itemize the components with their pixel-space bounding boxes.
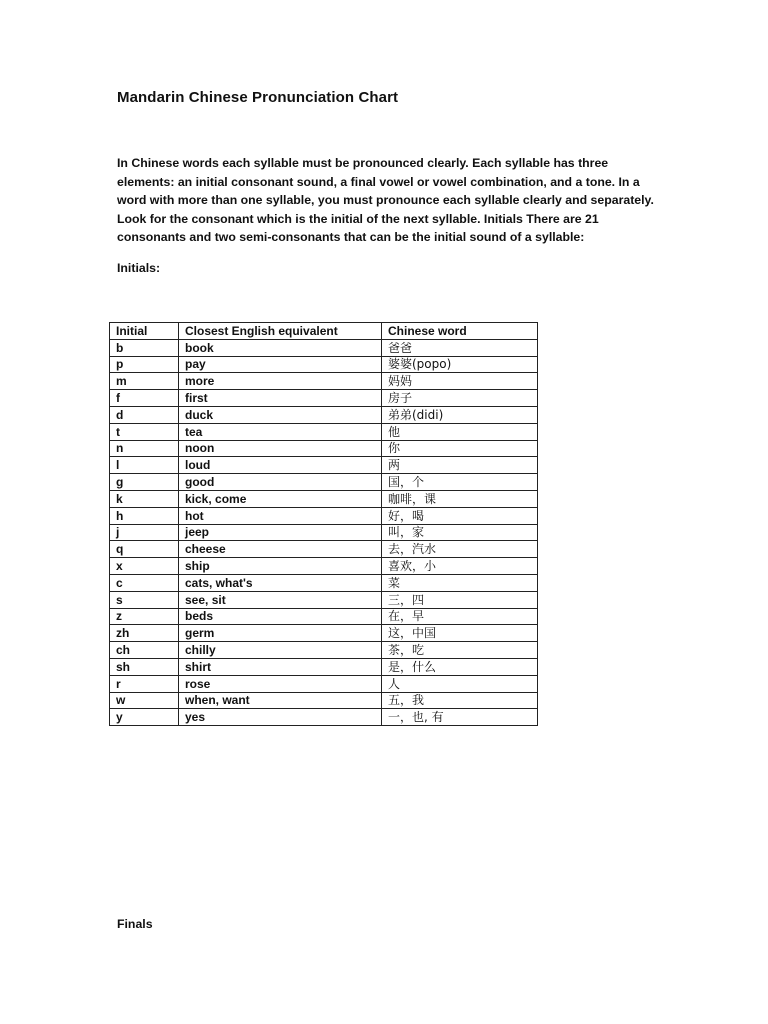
table-row — [110, 440, 538, 457]
finals-heading: Finals — [117, 917, 153, 931]
cell-initial: g — [110, 474, 179, 491]
cell-initial: z — [110, 608, 179, 625]
cell-chinese-word: 你 — [382, 440, 538, 457]
initials-table — [109, 322, 538, 726]
cell-initial: j — [110, 524, 179, 541]
cell-initial: q — [110, 541, 179, 558]
cell-english-equivalent: loud — [179, 457, 382, 474]
cell-initial: b — [110, 339, 179, 356]
cell-chinese-word: 是，什么 — [382, 658, 538, 675]
cell-chinese-word: 菜 — [382, 574, 538, 591]
table-row — [110, 490, 538, 507]
cell-chinese-word: 爸爸 — [382, 339, 538, 356]
cell-initial: d — [110, 406, 179, 423]
cell-english-equivalent: kick, come — [179, 490, 382, 507]
cell-chinese-word: 房子 — [382, 390, 538, 407]
cell-english-equivalent: yes — [179, 709, 382, 726]
cell-initial: n — [110, 440, 179, 457]
intro-paragraph: In Chinese words each syllable must be pronounced clearly. Each syllable has three elements: an initial consonant sound, a final vowel or vowel combination, and a tone. In a word with more than one syllable, you must pronounce each syllable clearly and separately. Look for the consonant which is the initial of the next syllable. Initials There are 21 consonants and two semi-consonants that can be the initial sound of a syllable: — [117, 156, 654, 245]
table-row — [110, 541, 538, 558]
cell-chinese-word: 咖啡，课 — [382, 490, 538, 507]
cell-english-equivalent: noon — [179, 440, 382, 457]
table-row — [110, 692, 538, 709]
cell-initial: t — [110, 423, 179, 440]
header-english-equivalent: Closest English equivalent — [179, 323, 382, 340]
table-row — [110, 574, 538, 591]
cell-initial: w — [110, 692, 179, 709]
cell-chinese-word: 婆婆(popo) — [382, 356, 538, 373]
cell-english-equivalent: shirt — [179, 658, 382, 675]
page-title: Mandarin Chinese Pronunciation Chart — [117, 89, 399, 106]
cell-chinese-word: 茶，吃 — [382, 642, 538, 659]
table-row — [110, 507, 538, 524]
cell-initial: f — [110, 390, 179, 407]
cell-english-equivalent: cats, what's — [179, 574, 382, 591]
cell-initial: zh — [110, 625, 179, 642]
cell-initial: l — [110, 457, 179, 474]
cell-initial: h — [110, 507, 179, 524]
cell-english-equivalent: germ — [179, 625, 382, 642]
cell-english-equivalent: good — [179, 474, 382, 491]
cell-chinese-word: 在，早 — [382, 608, 538, 625]
table-body — [110, 339, 538, 725]
initials-heading: Initials: — [117, 261, 161, 275]
table-row — [110, 356, 538, 373]
cell-initial: sh — [110, 658, 179, 675]
cell-initial: k — [110, 490, 179, 507]
cell-initial: c — [110, 574, 179, 591]
cell-english-equivalent: rose — [179, 675, 382, 692]
table-row — [110, 658, 538, 675]
table-header-row — [110, 323, 538, 340]
cell-english-equivalent: pay — [179, 356, 382, 373]
cell-chinese-word: 好，喝 — [382, 507, 538, 524]
table-row — [110, 423, 538, 440]
cell-initial: m — [110, 373, 179, 390]
table-row — [110, 339, 538, 356]
cell-chinese-word: 他 — [382, 423, 538, 440]
table-row — [110, 373, 538, 390]
cell-initial: ch — [110, 642, 179, 659]
cell-english-equivalent: first — [179, 390, 382, 407]
cell-english-equivalent: chilly — [179, 642, 382, 659]
cell-english-equivalent: duck — [179, 406, 382, 423]
table-row — [110, 625, 538, 642]
cell-chinese-word: 这，中国 — [382, 625, 538, 642]
cell-initial: s — [110, 591, 179, 608]
table-row — [110, 457, 538, 474]
table-row — [110, 591, 538, 608]
cell-chinese-word: 人 — [382, 675, 538, 692]
cell-chinese-word: 国，个 — [382, 474, 538, 491]
cell-english-equivalent: cheese — [179, 541, 382, 558]
cell-chinese-word: 一，也, 有 — [382, 709, 538, 726]
cell-english-equivalent: more — [179, 373, 382, 390]
table-row — [110, 558, 538, 575]
table-row — [110, 675, 538, 692]
table-row — [110, 406, 538, 423]
cell-initial: p — [110, 356, 179, 373]
cell-english-equivalent: hot — [179, 507, 382, 524]
cell-english-equivalent: tea — [179, 423, 382, 440]
cell-chinese-word: 弟弟(didi) — [382, 406, 538, 423]
cell-chinese-word: 叫，家 — [382, 524, 538, 541]
cell-initial: x — [110, 558, 179, 575]
cell-initial: y — [110, 709, 179, 726]
table-row — [110, 524, 538, 541]
table-row — [110, 709, 538, 726]
table-row — [110, 642, 538, 659]
table-row — [110, 390, 538, 407]
cell-english-equivalent: book — [179, 339, 382, 356]
table-row — [110, 474, 538, 491]
cell-english-equivalent: when, want — [179, 692, 382, 709]
cell-chinese-word: 妈妈 — [382, 373, 538, 390]
cell-chinese-word: 去，汽水 — [382, 541, 538, 558]
table-row — [110, 608, 538, 625]
cell-initial: r — [110, 675, 179, 692]
cell-english-equivalent: beds — [179, 608, 382, 625]
cell-chinese-word: 喜欢，小 — [382, 558, 538, 575]
cell-english-equivalent: see, sit — [179, 591, 382, 608]
cell-chinese-word: 五，我 — [382, 692, 538, 709]
cell-english-equivalent: jeep — [179, 524, 382, 541]
cell-english-equivalent: ship — [179, 558, 382, 575]
header-chinese-word: Chinese word — [382, 323, 538, 340]
cell-chinese-word: 三，四 — [382, 591, 538, 608]
header-initial: Initial — [110, 323, 179, 340]
cell-chinese-word: 两 — [382, 457, 538, 474]
